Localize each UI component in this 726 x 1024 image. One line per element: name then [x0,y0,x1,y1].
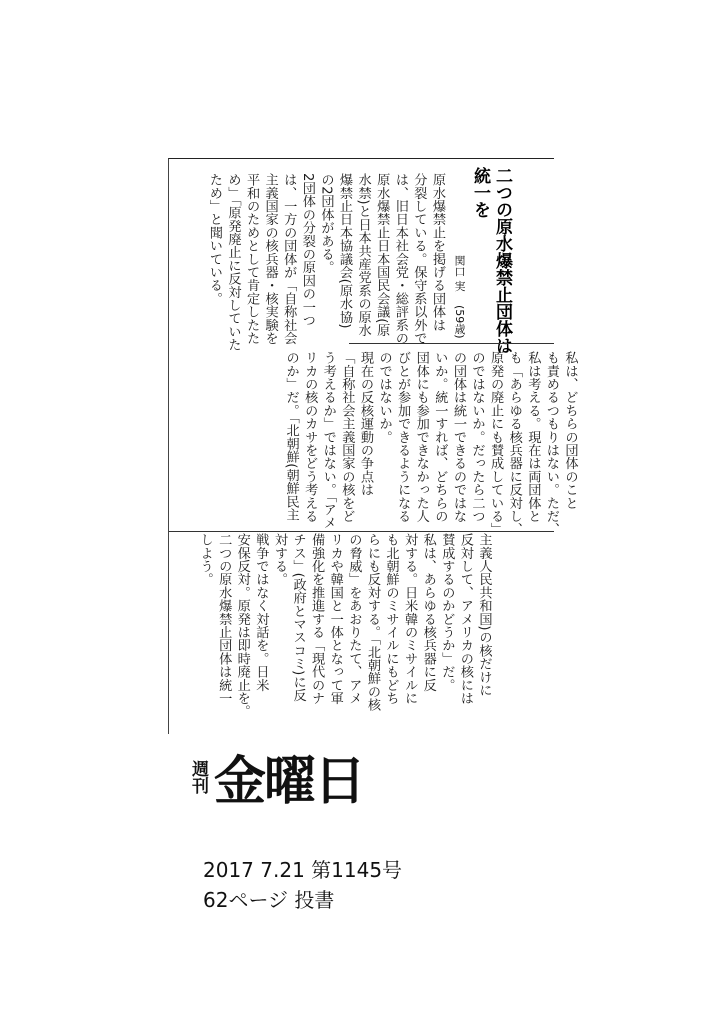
text-column: は、一方の団体が「自称社会 [281,173,297,345]
text-column: 分裂している。保守系以外で [411,173,427,345]
text-column: 原発の廃止にも賛成している」 [488,351,504,536]
text-column: ため」と聞いている。 [206,173,222,305]
middle-text-block [281,351,579,536]
text-column: 私は、どちらの団体のこと [562,351,578,510]
text-column: リカや韓国と一体となって軍 [327,533,343,705]
byline-name: 関口 実 [453,255,466,292]
text-column: 主義人民共和国)の核だけに [476,533,492,697]
text-column: 原水爆禁止を掲げる団体は [430,173,445,332]
text-column: 安保反対。原発は即時廃止を。 [234,533,250,718]
divider-upper [349,343,554,344]
text-column: 水禁)と日本共産党系の原水 [355,173,371,337]
issue-caption: 2017 7.21 第1145号 [203,858,403,882]
text-column: 爆禁止日本協議会(原水協) [337,173,353,329]
lower-text-block [195,533,493,718]
text-column: 私は考える。現在は両団体と [525,351,541,523]
text-column: う考えるか」ではない。「アメ [320,351,336,530]
text-column: 対する。日米韓のミサイルに [402,533,418,705]
text-column: も北朝鮮のミサイルにもどち [383,533,399,705]
text-column: の脅威」をあおりたて、アメ [346,533,362,705]
byline-age: (59歳) [453,305,466,339]
text-column: 団体にも参加できなかった人 [413,351,429,523]
masthead-weekly: 週刊 [188,760,208,794]
text-column: 二つの原水爆禁止団体は統一 [216,533,232,705]
text-column: しよう。 [197,533,213,586]
text-column: のではないか。だったら二つ [469,351,485,523]
text-column: も「あらゆる核兵器に反対し、 [506,351,522,536]
newspaper-clipping [168,158,578,734]
text-column: 備強化を推進する「現代のナ [309,533,325,705]
masthead-title: 金曜日 [214,752,365,812]
text-column: 「自称社会主義国家の核をど [339,351,355,523]
divider-lower [169,531,554,532]
text-column: の団体は統一できるのではな [450,351,466,523]
text-column: びとが参加できるようになる [395,351,411,523]
text-column: 2団体の分裂の原因の一つ [299,173,315,327]
text-column: 現在の反核運動の争点は [357,351,373,497]
text-column: 対する。 [271,533,287,586]
text-column: いか。統一すれば、どちらの [432,351,448,523]
text-column: 賛成するのかどうか」だ。 [439,533,455,692]
masthead-logo [188,750,388,830]
text-column: 原水爆禁止日本国民会議(原 [374,173,390,337]
text-column: 戦争ではなく対話を。日米 [253,533,269,692]
text-column: のではないか。 [376,351,392,444]
text-column: 主義国家の核兵器・核実験を [262,173,278,345]
text-column: リカの核のカサをどう考える [302,351,318,523]
text-column: チス」(政府とマスコミ)に反 [290,533,306,702]
text-column: の2団体がある。 [318,173,334,274]
text-column: らにも反対する。「北朝鮮の核 [364,533,380,712]
text-column: 平和のためとして肯定したた [244,173,260,345]
headline-line-2: 統一を [470,167,490,218]
text-column: も責めるつもりはない。ただ、 [543,351,559,536]
text-column: め」「原発廃止に反対していた [225,173,241,352]
text-column: は、旧日本社会党・総評系の [392,173,408,345]
headline-line-1: 二つの原水爆禁止団体は [492,167,512,354]
page-caption: 62ページ 投書 [203,888,335,912]
text-column: 私は、あらゆる核兵器に反 [420,533,436,692]
text-column: 反対して、アメリカの核には [457,533,473,705]
text-column: のか」だ。「北朝鮮(朝鮮民主 [283,351,299,522]
upper-text-block [204,173,446,351]
